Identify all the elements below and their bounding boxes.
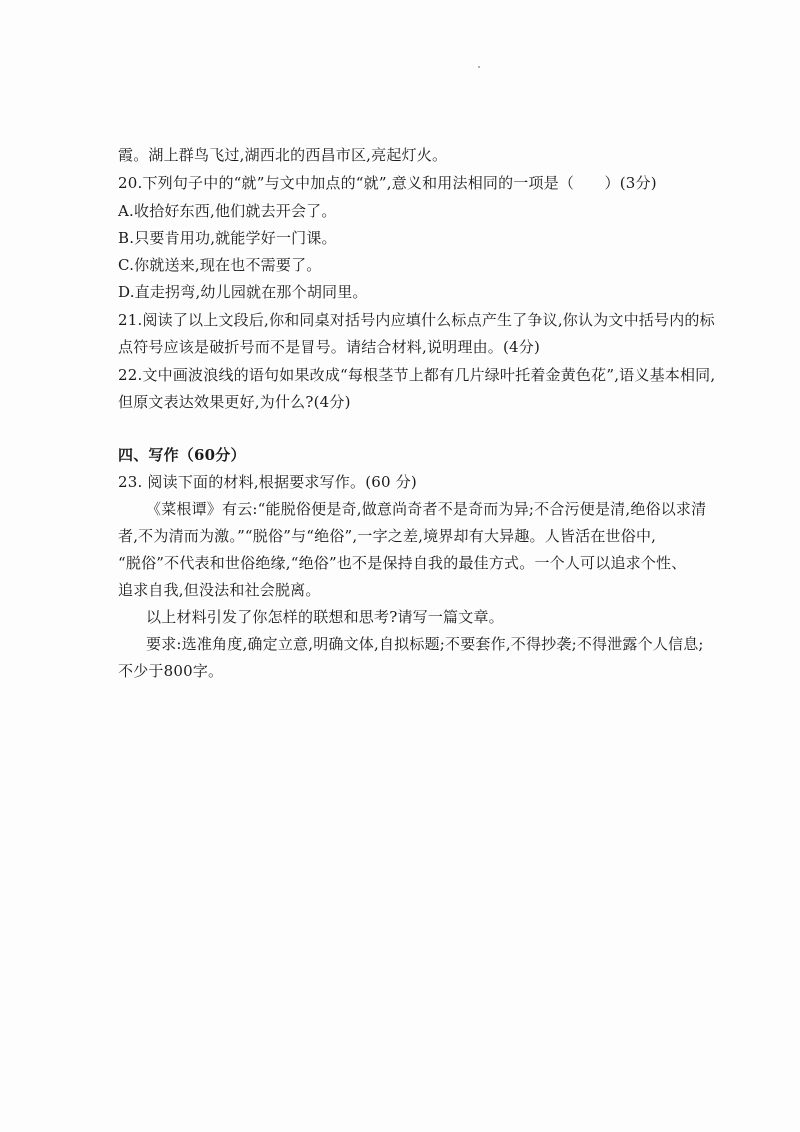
- question-20-option-c: C.你就送来,现在也不需要了。: [118, 256, 322, 274]
- question-20-option-d: D.直走拐弯,幼儿园就在那个胡同里。: [118, 283, 368, 301]
- question-21-line-2: 点符号应该是破折号而不是冒号。请结合材料,说明理由。(4分): [118, 338, 541, 356]
- section-heading-writing: 四、写作（60分）: [118, 446, 246, 464]
- requirements-line-2: 不少于800字。: [118, 662, 224, 680]
- material-line-4: 追求自我,但没法和社会脱离。: [118, 581, 321, 599]
- question-20-option-b: B.只要肯用功,就能学好一门课。: [118, 229, 337, 247]
- question-20-option-a: A.收拾好东西,他们就去开会了。: [118, 202, 337, 220]
- scan-speck: [478, 66, 480, 68]
- question-20-stem: 20.下列句子中的“就”与文中加点的“就”,意义和用法相同的一项是（ ）(3分): [118, 174, 657, 192]
- material-line-3: “脱俗”不代表和世俗绝缘,“绝俗”也不是保持自我的最佳方式。一个人可以追求个性、: [118, 554, 687, 572]
- material-line-2: 者,不为清而为激。”“脱俗”与“绝俗”,一字之差,境界却有大异趣。人皆活在世俗中,: [118, 527, 657, 545]
- question-22-line-2: 但原文表达效果更好,为什么?(4分): [118, 393, 351, 411]
- passage-closing-line: 霞。湖上群鸟飞过,湖西北的西昌市区,亮起灯火。: [118, 146, 448, 164]
- requirements-line-1: 要求:选准角度,确定立意,明确文体,自拟标题;不要套作,不得抄袭;不得泄露个人信息;: [146, 635, 704, 653]
- prompt-line: 以上材料引发了你怎样的联想和思考?请写一篇文章。: [146, 608, 504, 626]
- question-22-line-1: 22.文中画波浪线的语句如果改成“每根茎节上都有几片绿叶托着金黄色花”,语义基本相同,: [118, 366, 716, 384]
- material-line-1: 《菜根谭》有云:“能脱俗便是奇,做意尚奇者不是奇而为异;不合污便是清,绝俗以求清: [146, 500, 707, 518]
- question-21-line-1: 21.阅读了以上文段后,你和同桌对括号内应填什么标点产生了争议,你认为文中括号内的标: [118, 311, 715, 329]
- question-23-stem: 23. 阅读下面的材料,根据要求写作。(60 分): [118, 473, 417, 491]
